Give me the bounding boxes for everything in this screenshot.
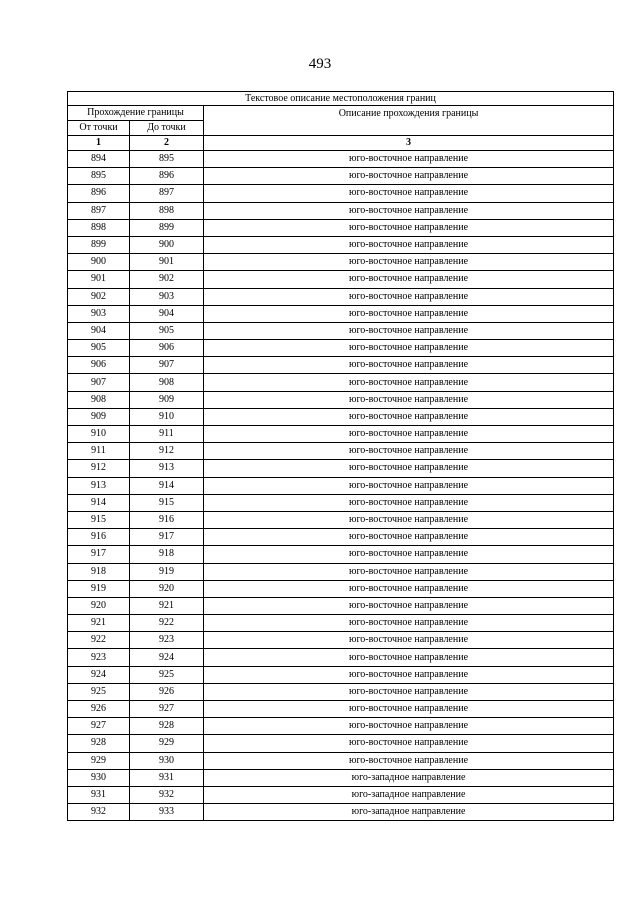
to-point-cell: 908 [130, 374, 204, 391]
description-cell: юго-восточное направление [204, 701, 614, 718]
description-cell: юго-восточное направление [204, 718, 614, 735]
table-row [68, 597, 614, 614]
to-point-cell: 900 [130, 236, 204, 253]
from-point-cell: 922 [68, 632, 130, 649]
to-point-cell: 905 [130, 322, 204, 339]
description-cell: юго-восточное направление [204, 615, 614, 632]
table-row [68, 271, 614, 288]
description-cell: юго-восточное направление [204, 391, 614, 408]
description-cell: юго-восточное направление [204, 443, 614, 460]
from-point-cell: 895 [68, 168, 130, 185]
description-cell: юго-восточное направление [204, 683, 614, 700]
from-point-cell: 918 [68, 563, 130, 580]
from-point-cell: 917 [68, 546, 130, 563]
table-row [68, 563, 614, 580]
table-row [68, 649, 614, 666]
from-point-cell: 930 [68, 769, 130, 786]
description-header: Описание прохождения границы [204, 106, 614, 136]
to-point-cell: 895 [130, 151, 204, 168]
from-point-cell: 904 [68, 322, 130, 339]
from-point-cell: 901 [68, 271, 130, 288]
from-point-cell: 911 [68, 443, 130, 460]
table-row [68, 529, 614, 546]
to-point-cell: 917 [130, 529, 204, 546]
to-point-cell: 897 [130, 185, 204, 202]
to-point-cell: 926 [130, 683, 204, 700]
description-cell: юго-восточное направление [204, 322, 614, 339]
to-point-cell: 925 [130, 666, 204, 683]
to-point-cell: 918 [130, 546, 204, 563]
from-point-cell: 903 [68, 305, 130, 322]
from-point-cell: 909 [68, 408, 130, 425]
from-point-cell: 931 [68, 786, 130, 803]
description-cell: юго-восточное направление [204, 219, 614, 236]
to-point-cell: 902 [130, 271, 204, 288]
from-point-cell: 897 [68, 202, 130, 219]
from-point-cell: 926 [68, 701, 130, 718]
from-point-cell: 907 [68, 374, 130, 391]
to-point-cell: 931 [130, 769, 204, 786]
from-point-cell: 896 [68, 185, 130, 202]
table-row [68, 288, 614, 305]
table-row [68, 769, 614, 786]
to-header: До точки [130, 121, 204, 136]
column-number: 1 [68, 136, 130, 151]
to-point-cell: 912 [130, 443, 204, 460]
from-point-cell: 913 [68, 477, 130, 494]
table-row [68, 236, 614, 253]
from-point-cell: 916 [68, 529, 130, 546]
from-point-cell: 928 [68, 735, 130, 752]
from-point-cell: 927 [68, 718, 130, 735]
description-cell: юго-восточное направление [204, 202, 614, 219]
to-point-cell: 896 [130, 168, 204, 185]
description-cell: юго-восточное направление [204, 752, 614, 769]
description-cell: юго-восточное направление [204, 632, 614, 649]
description-cell: юго-восточное направление [204, 168, 614, 185]
table-row [68, 511, 614, 528]
table-row [68, 443, 614, 460]
from-header: От точки [68, 121, 130, 136]
table-row [68, 786, 614, 803]
from-point-cell: 898 [68, 219, 130, 236]
table-row [68, 185, 614, 202]
to-point-cell: 898 [130, 202, 204, 219]
table-row [68, 735, 614, 752]
table-row [68, 718, 614, 735]
description-cell: юго-восточное направление [204, 357, 614, 374]
column-number: 3 [204, 136, 614, 151]
table-row [68, 426, 614, 443]
table-row [68, 804, 614, 821]
table-row [68, 752, 614, 769]
column-number: 2 [130, 136, 204, 151]
page-number: 493 [308, 56, 332, 72]
description-cell: юго-восточное направление [204, 374, 614, 391]
from-point-cell: 923 [68, 649, 130, 666]
table-row [68, 305, 614, 322]
table-row [68, 322, 614, 339]
from-point-cell: 894 [68, 151, 130, 168]
to-point-cell: 929 [130, 735, 204, 752]
from-point-cell: 929 [68, 752, 130, 769]
table-row [68, 340, 614, 357]
from-point-cell: 924 [68, 666, 130, 683]
to-point-cell: 913 [130, 460, 204, 477]
from-point-cell: 902 [68, 288, 130, 305]
column-number-row [68, 136, 614, 151]
from-point-cell: 921 [68, 615, 130, 632]
description-cell: юго-восточное направление [204, 426, 614, 443]
table-row [68, 494, 614, 511]
description-cell: юго-восточное направление [204, 408, 614, 425]
table-row [68, 460, 614, 477]
from-point-cell: 906 [68, 357, 130, 374]
to-point-cell: 903 [130, 288, 204, 305]
from-point-cell: 932 [68, 804, 130, 821]
from-point-cell: 915 [68, 511, 130, 528]
description-cell: юго-восточное направление [204, 529, 614, 546]
to-point-cell: 928 [130, 718, 204, 735]
table-row [68, 202, 614, 219]
description-cell: юго-восточное направление [204, 666, 614, 683]
table-row [68, 632, 614, 649]
description-cell: юго-восточное направление [204, 580, 614, 597]
to-point-cell: 919 [130, 563, 204, 580]
to-point-cell: 901 [130, 254, 204, 271]
from-point-cell: 925 [68, 683, 130, 700]
to-point-cell: 921 [130, 597, 204, 614]
to-point-cell: 910 [130, 408, 204, 425]
description-cell: юго-восточное направление [204, 649, 614, 666]
from-point-cell: 919 [68, 580, 130, 597]
description-cell: юго-восточное направление [204, 477, 614, 494]
from-point-cell: 914 [68, 494, 130, 511]
to-point-cell: 914 [130, 477, 204, 494]
to-point-cell: 909 [130, 391, 204, 408]
to-point-cell: 923 [130, 632, 204, 649]
description-cell: юго-восточное направление [204, 340, 614, 357]
to-point-cell: 916 [130, 511, 204, 528]
to-point-cell: 911 [130, 426, 204, 443]
description-cell: юго-восточное направление [204, 511, 614, 528]
table-row [68, 219, 614, 236]
table-row [68, 374, 614, 391]
description-cell: юго-восточное направление [204, 254, 614, 271]
to-point-cell: 899 [130, 219, 204, 236]
table-row [68, 391, 614, 408]
table-row [68, 701, 614, 718]
table-title-row [68, 92, 614, 106]
table-row [68, 580, 614, 597]
description-cell: юго-восточное направление [204, 494, 614, 511]
boundary-table [67, 91, 614, 821]
to-point-cell: 915 [130, 494, 204, 511]
to-point-cell: 920 [130, 580, 204, 597]
table-row [68, 477, 614, 494]
to-point-cell: 906 [130, 340, 204, 357]
description-cell: юго-восточное направление [204, 151, 614, 168]
description-cell: юго-восточное направление [204, 597, 614, 614]
table-header-row [68, 106, 614, 121]
description-cell: юго-восточное направление [204, 460, 614, 477]
table-row [68, 666, 614, 683]
description-cell: юго-восточное направление [204, 546, 614, 563]
to-point-cell: 933 [130, 804, 204, 821]
table-row [68, 357, 614, 374]
to-point-cell: 932 [130, 786, 204, 803]
to-point-cell: 907 [130, 357, 204, 374]
description-cell: юго-западное направление [204, 769, 614, 786]
table-row [68, 546, 614, 563]
to-point-cell: 922 [130, 615, 204, 632]
from-point-cell: 910 [68, 426, 130, 443]
from-point-cell: 905 [68, 340, 130, 357]
description-cell: юго-восточное направление [204, 236, 614, 253]
group-header: Прохождение границы [68, 106, 204, 121]
from-point-cell: 900 [68, 254, 130, 271]
description-cell: юго-восточное направление [204, 563, 614, 580]
description-cell: юго-восточное направление [204, 305, 614, 322]
description-cell: юго-западное направление [204, 804, 614, 821]
table-row [68, 151, 614, 168]
to-point-cell: 927 [130, 701, 204, 718]
description-cell: юго-восточное направление [204, 288, 614, 305]
from-point-cell: 920 [68, 597, 130, 614]
from-point-cell: 899 [68, 236, 130, 253]
table-body [68, 92, 614, 821]
to-point-cell: 924 [130, 649, 204, 666]
table-row [68, 408, 614, 425]
description-cell: юго-восточное направление [204, 185, 614, 202]
table-row [68, 168, 614, 185]
to-point-cell: 930 [130, 752, 204, 769]
table-title: Текстовое описание местоположения границ [68, 92, 614, 106]
description-cell: юго-восточное направление [204, 735, 614, 752]
to-point-cell: 904 [130, 305, 204, 322]
table-row [68, 254, 614, 271]
from-point-cell: 908 [68, 391, 130, 408]
description-cell: юго-восточное направление [204, 271, 614, 288]
description-cell: юго-западное направление [204, 786, 614, 803]
table-row [68, 683, 614, 700]
from-point-cell: 912 [68, 460, 130, 477]
table-row [68, 615, 614, 632]
